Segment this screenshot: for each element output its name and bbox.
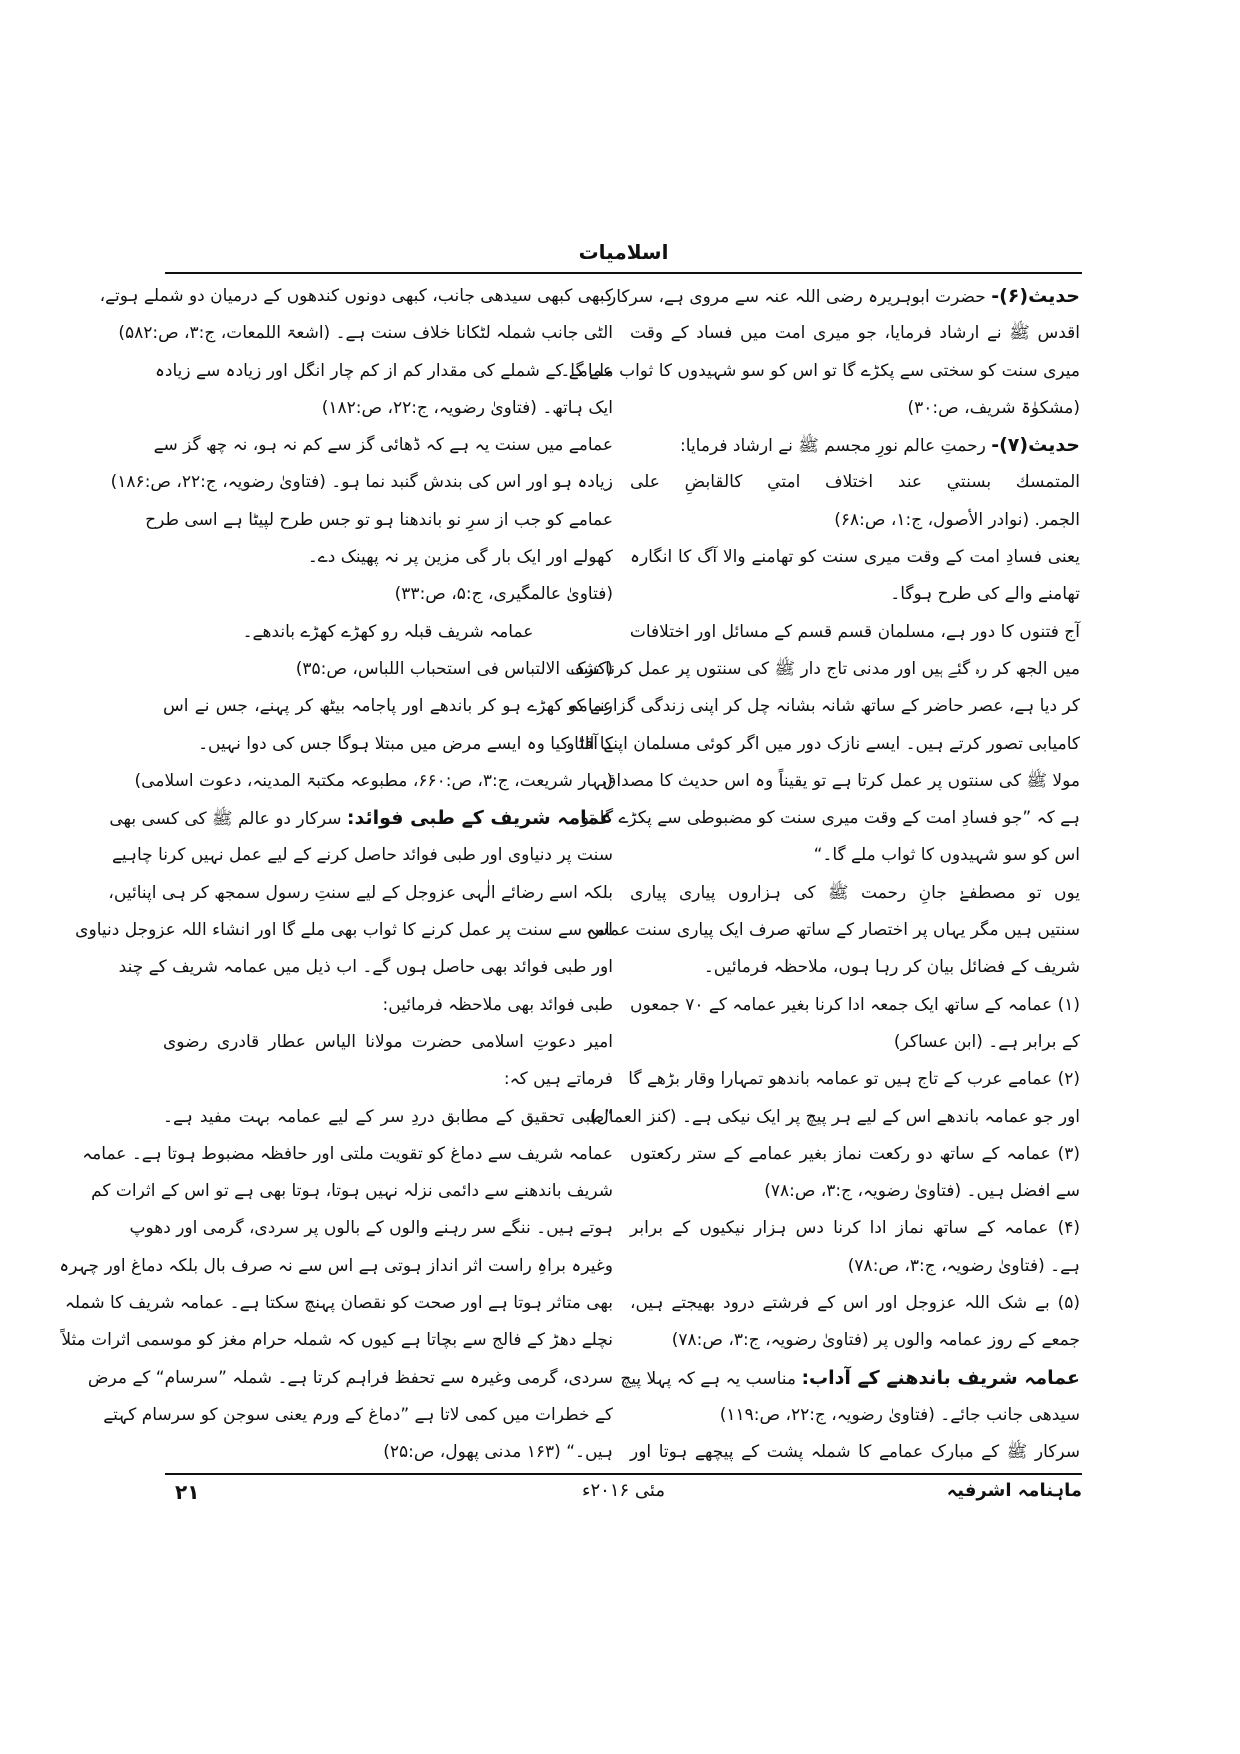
text-line — [109, 800, 613, 837]
line-text: ہے۔ (فتاویٰ رضویہ، ج:۳، ص:۷۸) — [847, 1255, 1080, 1276]
text-line — [630, 1136, 1080, 1173]
line-text: کا الٹا کیا وہ ایسے مرض میں مبتلا ہوگا جس کی دوا نہیں۔ — [198, 733, 613, 754]
line-text: یعنی فسادِ امت کے وقت میری سنت کو تھامنے والا آگ کا انگارہ — [630, 547, 1080, 568]
issue-date: مئی ۲۰۱۶ء — [582, 1480, 665, 1501]
text-line — [103, 1397, 613, 1434]
text-line — [630, 987, 1080, 1024]
section-heading: عمامہ شریف کے طبی فوائد: — [346, 807, 613, 830]
text-line — [630, 464, 1080, 501]
text-line — [118, 949, 613, 986]
text-line — [630, 315, 1080, 352]
line-text: ”طبی تحقیق کے مطابق دردِ سر کے لیے عمامہ بہت مفید ہے۔ — [163, 1106, 613, 1127]
text-line — [163, 1099, 613, 1136]
line-text: ہیں۔“ (۱۶۳ مدنی پھول، ص:۲۵) — [383, 1442, 613, 1463]
line-text: (۵) بے شک اللہ عزوجل اور اس کے فرشتے درود بھیجتے ہیں، — [630, 1293, 1080, 1314]
line-text: وغیرہ براہِ راست اثر انداز ہوتی ہے اس سے نہ صرف بال بلکہ دماغ اور چہرہ — [59, 1255, 613, 1276]
line-text: امیر دعوتِ اسلامی حضرت مولانا الیاس عطار قادری رضوی — [163, 1031, 613, 1052]
line-text: میں الجھ کر رہ گئے ہیں اور مدنی تاج دار ﷺ کی سنتوں پر عمل کرنا ترک — [570, 658, 1080, 679]
line-text: یوں تو مصطفےٰ جانِ رحمت ﷺ کی ہزاروں پیاری پیاری — [630, 882, 1080, 903]
line-text: آج فتنوں کا دور ہے، مسلمان قسم قسم کے مسائل اور اختلافات — [629, 621, 1080, 642]
text-line — [630, 875, 1080, 912]
text-line — [163, 1061, 613, 1098]
line-text: کر دیا ہے، عصر حاضر کے ساتھ شانہ بشانہ چل کر اپنی زندگی گزارنے کو — [567, 696, 1080, 717]
text-line — [163, 651, 613, 688]
line-text: سے افضل ہیں۔ (فتاویٰ رضویہ، ج:۳، ص:۷۸) — [764, 1181, 1080, 1202]
line-text: سنت پر دنیاوی اور طبی فوائد حاصل کرنے کے لیے عمل نہیں کرنا چاہیے — [111, 845, 613, 866]
text-line — [630, 576, 1080, 613]
section-heading: حدیث(۶)- — [991, 285, 1080, 307]
line-text: تھامنے والے کی طرح ہوگا۔ — [890, 584, 1080, 605]
line-text: الجمر. (نوادر الأصول، ج:۱، ص:۶۸) — [834, 509, 1080, 530]
line-text: (فتاویٰ عالمگیری، ج:۵، ص:۳۳) — [394, 584, 613, 605]
line-text: مناسب یہ ہے کہ پہلا پیچ — [620, 1368, 802, 1389]
section-title: اسلامیات — [578, 240, 669, 264]
line-text: (۱) عمامہ کے ساتھ ایک جمعہ ادا کرنا بغیر عمامہ کے ۷۰ جمعوں — [630, 994, 1080, 1015]
text-line — [608, 278, 1080, 315]
line-text: المتمسك بسنتي عند اختلاف امتي كالقابضِ على — [630, 472, 1080, 493]
right-column — [560, 278, 1080, 1472]
line-text: عمامے میں سنت یہ ہے کہ ڈھائی گز سے کم نہ ہو، نہ چھ گز سے — [153, 435, 613, 456]
text-line — [630, 1173, 1080, 1210]
text-line — [566, 726, 1080, 763]
text-line — [61, 1322, 613, 1359]
line-text: زیادہ ہو اور اس کی بندش گنبد نما ہو۔ (فتاویٰ رضویہ، ج:۲۲، ص:۱۸۶) — [110, 472, 613, 493]
footer — [165, 1480, 1082, 1510]
text-line — [630, 1322, 1080, 1359]
line-text: (۳) عمامہ کے ساتھ دو رکعت نماز بغیر عمامے کے ستر رکعتوں — [630, 1143, 1080, 1164]
text-line — [163, 539, 613, 576]
text-line — [630, 539, 1080, 576]
text-line — [630, 1434, 1080, 1471]
line-text: حضرت ابوہریرہ رضی اللہ عنہ سے مروی ہے، سرکار — [608, 287, 992, 307]
line-text: عمامہ شریف سے دماغ کو تقویت ملتی اور حافظہ مضبوط ہوتا ہے۔ عمامہ — [82, 1143, 613, 1164]
text-line — [630, 1248, 1080, 1285]
line-text: عمامہ کھڑے ہو کر باندھے اور پاجامہ بیٹھ کر پہنے، جس نے اس — [163, 696, 613, 717]
text-line — [129, 1210, 613, 1247]
text-line — [154, 353, 613, 390]
line-text: رحمتِ عالم نورِ مجسم ﷺ نے ارشاد فرمایا: — [680, 436, 992, 457]
line-text: اقدس ﷺ نے ارشاد فرمایا، جو میری امت میں فساد کے وقت — [630, 323, 1080, 344]
line-text: (کشف الالتباس فی استحباب اللباس، ص:۳۵) — [295, 658, 613, 679]
text-line — [630, 1397, 1080, 1434]
text-line — [163, 726, 613, 763]
line-text: میری سنت کو سختی سے پکڑے گا تو اس کو سو شہیدوں کا ثواب ملے گا۔ — [560, 360, 1080, 381]
text-line — [630, 1061, 1080, 1098]
line-text: کے برابر ہے۔ (ابن عساکر) — [893, 1031, 1080, 1052]
text-line — [567, 688, 1080, 725]
line-text: کھولے اور ایک بار گی مزین پر نہ پھینک دے۔ — [307, 547, 613, 568]
text-line — [99, 278, 613, 315]
text-line — [630, 614, 1080, 651]
text-line — [163, 614, 613, 651]
text-line — [91, 1173, 613, 1210]
line-text: اور طبی فوائد بھی حاصل ہوں گے۔ اب ذیل میں عمامہ شریف کے چند — [118, 957, 613, 978]
text-line — [87, 1360, 613, 1397]
line-text: مولا ﷺ کی سنتوں پر عمل کرتا ہے تو یقیناً وہ اس حدیث کا مصداق — [603, 770, 1080, 791]
text-line — [118, 315, 613, 352]
magazine-name: ماہنامہ اشرفیہ — [946, 1480, 1082, 1501]
text-line — [108, 875, 613, 912]
text-line — [163, 688, 613, 725]
text-line — [580, 800, 1080, 837]
text-line — [630, 949, 1080, 986]
line-text: فرماتے ہیں کہ: — [503, 1069, 613, 1090]
text-line — [111, 837, 613, 874]
text-line — [630, 502, 1080, 539]
text-line — [110, 464, 613, 501]
line-text: کے خطرات میں کمی لاتا ہے ”دماغ کے ورم یعنی سوجن کو سرسام کہتے — [103, 1404, 613, 1425]
section-heading: عمامہ شریف باندھنے کے آداب: — [801, 1366, 1080, 1389]
text-line — [585, 912, 1080, 949]
text-line — [603, 763, 1080, 800]
text-line — [570, 651, 1080, 688]
line-text: سرکار ﷺ کے مبارک عمامے کا شملہ پشت کے پیچھے ہوتا اور — [630, 1442, 1080, 1463]
text-line — [630, 390, 1080, 427]
line-text: الٹی جانب شملہ لٹکانا خلاف سنت ہے۔ (اشعۃ اللمعات، ج:۳، ص:۵۸۲) — [118, 323, 613, 344]
line-text: شریف باندھنے سے دائمی نزلہ نہیں ہوتا، ہوتا بھی ہے تو اس کے اثرات کم — [91, 1181, 613, 1202]
text-line — [163, 576, 613, 613]
text-line — [630, 837, 1080, 874]
text-line — [64, 1285, 613, 1322]
line-text: بلکہ اسے رضائے الٰہی عزوجل کے لیے سنتِ رسول سمجھ کر ہی اپنائیں، — [108, 882, 613, 903]
line-text: جمعے کے روز عمامہ والوں پر (فتاویٰ رضویہ، ج:۳، ص:۷۸) — [671, 1330, 1080, 1351]
line-text: اس سے سنت پر عمل کرنے کا ثواب بھی ملے گا اور انشاء اللہ عزوجل دنیاوی — [75, 920, 613, 941]
text-line — [153, 427, 613, 464]
line-text: نچلے دھڑ کے فالج سے بچاتا ہے کیوں کہ شملہ حرام مغز کو موسمی اثرات مثلاً — [61, 1330, 613, 1351]
line-text: سنتیں ہیں مگر یہاں پر اختصار کے ساتھ صرف ایک پیاری سنت عمامہ — [585, 920, 1080, 941]
text-line — [630, 1285, 1080, 1322]
line-text: کبھی کبھی سیدھی جانب، کبھی دونوں کندھوں کے درمیان دو شملے ہوتے، — [99, 286, 613, 306]
section-heading: حدیث(۷)- — [991, 434, 1080, 457]
footer-rule — [165, 1473, 1082, 1475]
text-line — [163, 1434, 613, 1471]
line-text: شریف کے فضائل بیان کر رہا ہوں، ملاحظہ فرمائیں۔ — [703, 957, 1080, 978]
text-line — [163, 1024, 613, 1061]
line-text: سردی، گرمی وغیرہ سے تحفظ فراہم کرتا ہے۔ شملہ ”سرسام“ کے مرض — [87, 1367, 613, 1388]
text-line — [163, 987, 613, 1024]
text-line — [630, 427, 1080, 464]
text-line — [589, 1099, 1080, 1136]
header-rule — [165, 272, 1082, 274]
line-text: عمامے کے شملے کی مقدار کم از کم چار انگل اور زیادہ سے زیادہ — [154, 360, 613, 381]
text-line — [82, 1136, 613, 1173]
line-text: کامیابی تصور کرتے ہیں۔ ایسے نازک دور میں اگر کوئی مسلمان اپنے آقا و — [566, 733, 1080, 754]
line-text: طبی فوائد بھی ملاحظہ فرمائیں: — [382, 994, 613, 1015]
text-line — [560, 353, 1080, 390]
line-text: ایک ہاتھ۔ (فتاویٰ رضویہ، ج:۲۲، ص:۱۸۲) — [321, 397, 613, 418]
line-text: اس کو سو شہیدوں کا ثواب ملے گا۔“ — [813, 845, 1080, 866]
line-text: سیدھی جانب جائے۔ (فتاویٰ رضویہ، ج:۲۲، ص:۱۱۹) — [719, 1404, 1080, 1425]
line-text: (بہار شریعت، ج:۳، ص:۶۶۰، مطبوعہ مکتبۃ المدینہ، دعوت اسلامی) — [134, 770, 613, 791]
text-line — [59, 1248, 613, 1285]
text-line — [145, 502, 613, 539]
text-line — [630, 1024, 1080, 1061]
text-line — [630, 1210, 1080, 1247]
line-text: ہے کہ ”جو فسادِ امت کے وقت میری سنت کو مضبوطی سے پکڑے گا تو — [580, 808, 1080, 829]
line-text: ہوتے ہیں۔ ننگے سر رہنے والوں کے بالوں پر سردی، گرمی اور دھوپ — [129, 1218, 613, 1239]
line-text: اور جو عمامہ باندھے اس کے لیے ہر پیچ پر ایک نیکی ہے۔ (کنز العمال) — [589, 1106, 1080, 1127]
line-text: عمامہ شریف قبلہ رو کھڑے کھڑے باندھے۔ — [242, 621, 534, 642]
text-line — [163, 390, 613, 427]
line-text: (مشکوٰۃ شریف، ص:۳۰) — [907, 397, 1080, 418]
text-line — [620, 1360, 1080, 1397]
line-text: (۴) عمامہ کے ساتھ نماز ادا کرنا دس ہزار نیکیوں کے برابر — [630, 1218, 1080, 1239]
line-text: (۲) عمامے عرب کے تاج ہیں تو عمامہ باندھو تمہارا وقار بڑھے گا — [628, 1069, 1080, 1090]
left-column — [59, 278, 613, 1472]
text-line — [75, 912, 613, 949]
line-text: سرکار دو عالم ﷺ کی کسی بھی — [109, 809, 347, 830]
page-number: ۲۱ — [175, 1480, 200, 1504]
text-line — [134, 763, 613, 800]
line-text: بھی متاثر ہوتا ہے اور صحت کو نقصان پہنچ سکتا ہے۔ عمامہ شریف کا شملہ — [64, 1293, 613, 1314]
line-text: عمامے کو جب از سرِ نو باندھنا ہو تو جس طرح لپیٹا ہے اسی طرح — [145, 509, 613, 530]
